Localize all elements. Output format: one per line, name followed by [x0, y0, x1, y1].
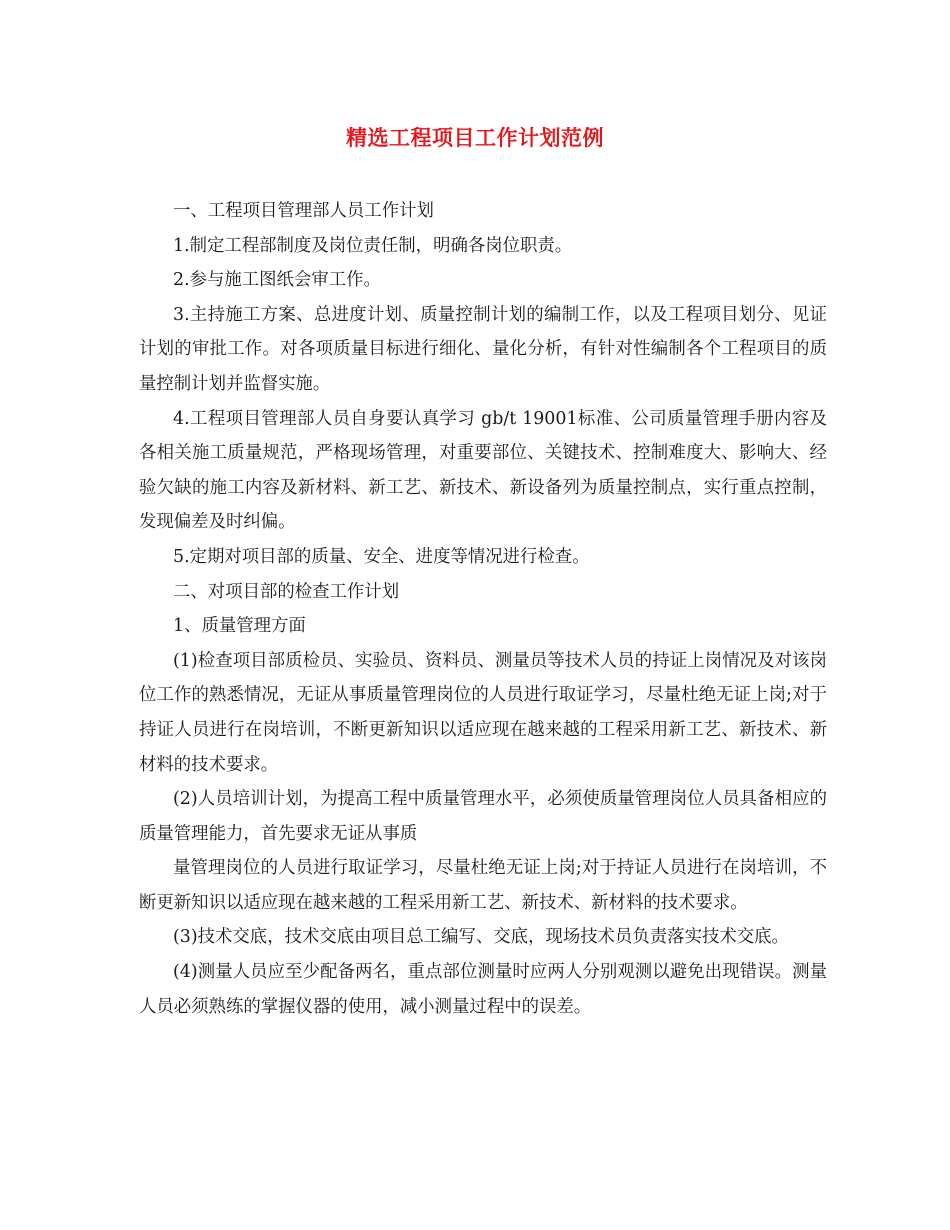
paragraph-item-3: 3.主持施工方案、总进度计划、质量控制计划的编制工作，以及工程项目划分、见证计划的审批工作。对各项质量目标进行细化、量化分析，有针对性编制各个工程项目的质量控制计划并监督实施。 [139, 304, 827, 394]
section-heading-1: 一、工程项目管理部人员工作计划 [173, 201, 434, 221]
paragraph-point-2: (2)人员培训计划，为提高工程中质量管理水平，必须使质量管理岗位人员具备相应的质量管理能力，首先要求无证从事质 [139, 789, 827, 844]
paragraph-item-1: 1.制定工程部制度及岗位责任制，明确各岗位职责。 [173, 235, 573, 256]
section-heading-2: 二、对项目部的检查工作计划 [173, 581, 400, 602]
subsection-heading-quality: 1、质量管理方面 [173, 616, 306, 637]
paragraph-point-3: (3)技术交底，技术交底由项目总工编写、交底，现场技术员负责落实技术交底。 [173, 927, 789, 948]
document-title: 精选工程项目工作计划范例 [346, 126, 604, 150]
paragraph-point-2-continued: 量管理岗位的人员进行取证学习，尽量杜绝无证上岗;对于持证人员进行在岗培训，不断更新知识以适应现在越来越的工程采用新工艺、新技术、新材料的技术要求。 [139, 858, 827, 913]
paragraph-point-4: (4)测量人员应至少配备两名，重点部位测量时应两人分别观测以避免出现错误。测量人员必须熟练的掌握仪器的使用，减小测量过程中的误差。 [139, 962, 827, 1017]
paragraph-point-1: (1)检查项目部质检员、实验员、资料员、测量员等技术人员的持证上岗情况及对该岗位工作的熟悉情况，无证从事质量管理岗位的人员进行取证学习，尽量杜绝无证上岗;对于持证人员进行在岗培训，不断更新知识以适应现在越来越的工程采用新工艺、新技术、新材料的技术要求。 [139, 650, 827, 775]
paragraph-item-2: 2.参与施工图纸会审工作。 [173, 270, 381, 291]
document-body [139, 194, 827, 1024]
paragraph-item-4: 4.工程项目管理部人员自身要认真学习 gb/t 19001标准、公司质量管理手册内容及各相关施工质量规范，严格现场管理，对重要部位、关键技术、控制难度大、影响大、经验欠缺的施工内容及新材料、新工艺、新技术、新设备列为质量控制点，实行重点控制，发现偏差及时纠偏。 [139, 408, 827, 533]
paragraph-item-5: 5.定期对项目部的质量、安全、进度等情况进行检查。 [173, 546, 590, 567]
